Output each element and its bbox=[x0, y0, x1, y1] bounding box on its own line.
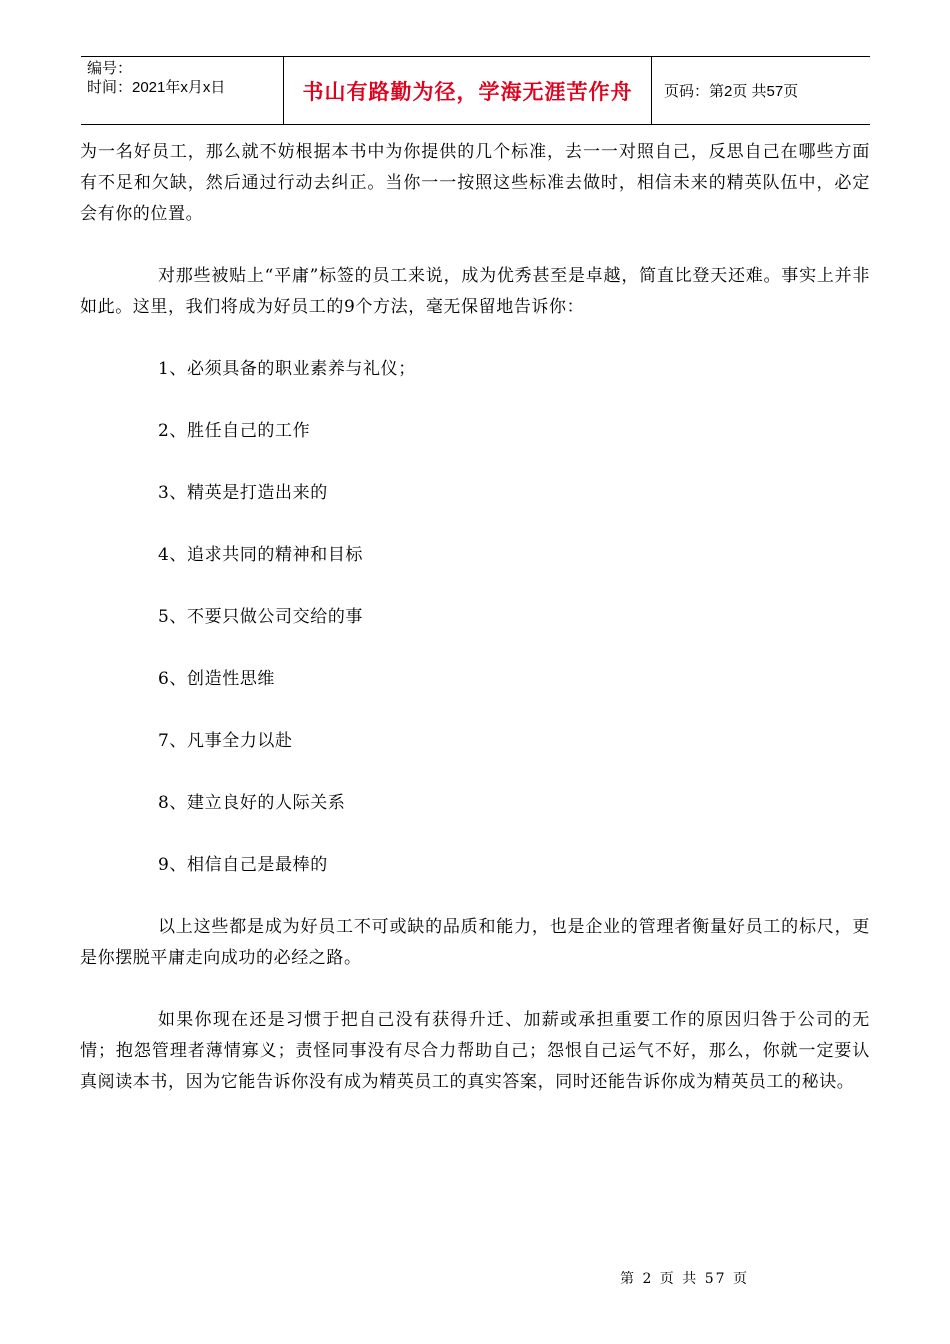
header-meta bbox=[81, 57, 284, 124]
date-label: 时间：2021年x月x日 bbox=[87, 79, 226, 96]
closing-paragraph: 如果你现在还是习惯于把自己没有获得升迁、加薪或承担重要工作的原因归咎于公司的无情；抱怨管理者薄情寡义；责怪同事没有尽合力帮助自己；怨恨自己运气不好，那么，你就一定要认真阅读本书，因为它能告诉你没有成为精英员工的真实答案，同时还能告诉你成为精英员工的秘诀。 bbox=[80, 1010, 870, 1092]
list-item: 2、胜任自己的工作 bbox=[158, 421, 311, 441]
header-motto: 书山有路勤为径，学海无涯苦作舟 bbox=[284, 57, 652, 124]
list-item: 3、精英是打造出来的 bbox=[158, 483, 328, 503]
document-header bbox=[81, 56, 870, 125]
document-body bbox=[80, 137, 870, 1098]
list-item: 4、追求共同的精神和目标 bbox=[158, 545, 364, 565]
page-number-footer: 第 2 页 共 57 页 bbox=[620, 1271, 749, 1287]
list-item: 8、建立良好的人际关系 bbox=[158, 793, 346, 813]
list-item: 6、创造性思维 bbox=[158, 669, 276, 689]
list-item: 9、相信自己是最棒的 bbox=[158, 855, 328, 875]
list-item: 7、凡事全力以赴 bbox=[158, 731, 293, 751]
intro-paragraph: 为一名好员工，那么就不妨根据本书中为你提供的几个标准，去一一对照自己，反思自己在哪些方面有不足和欠缺，然后通过行动去纠正。当你一一按照这些标准去做时，相信未来的精英队伍中，必定会有你的位置。 bbox=[80, 142, 870, 224]
header-page-info: 页码：第2页 共57页 bbox=[664, 83, 799, 100]
list-item: 5、不要只做公司交给的事 bbox=[158, 607, 364, 627]
methods-intro-paragraph: 对那些被贴上“平庸”标签的员工来说，成为优秀甚至是卓越，简直比登天还难。事实上并非如此。这里，我们将成为好员工的9个方法，毫无保留地告诉你： bbox=[80, 266, 870, 317]
serial-number-label: 编号： bbox=[87, 60, 133, 77]
list-item: 1、必须具备的职业素养与礼仪； bbox=[158, 359, 416, 379]
summary-paragraph: 以上这些都是成为好员工不可或缺的品质和能力，也是企业的管理者衡量好员工的标尺，更是你摆脱平庸走向成功的必经之路。 bbox=[80, 917, 870, 968]
